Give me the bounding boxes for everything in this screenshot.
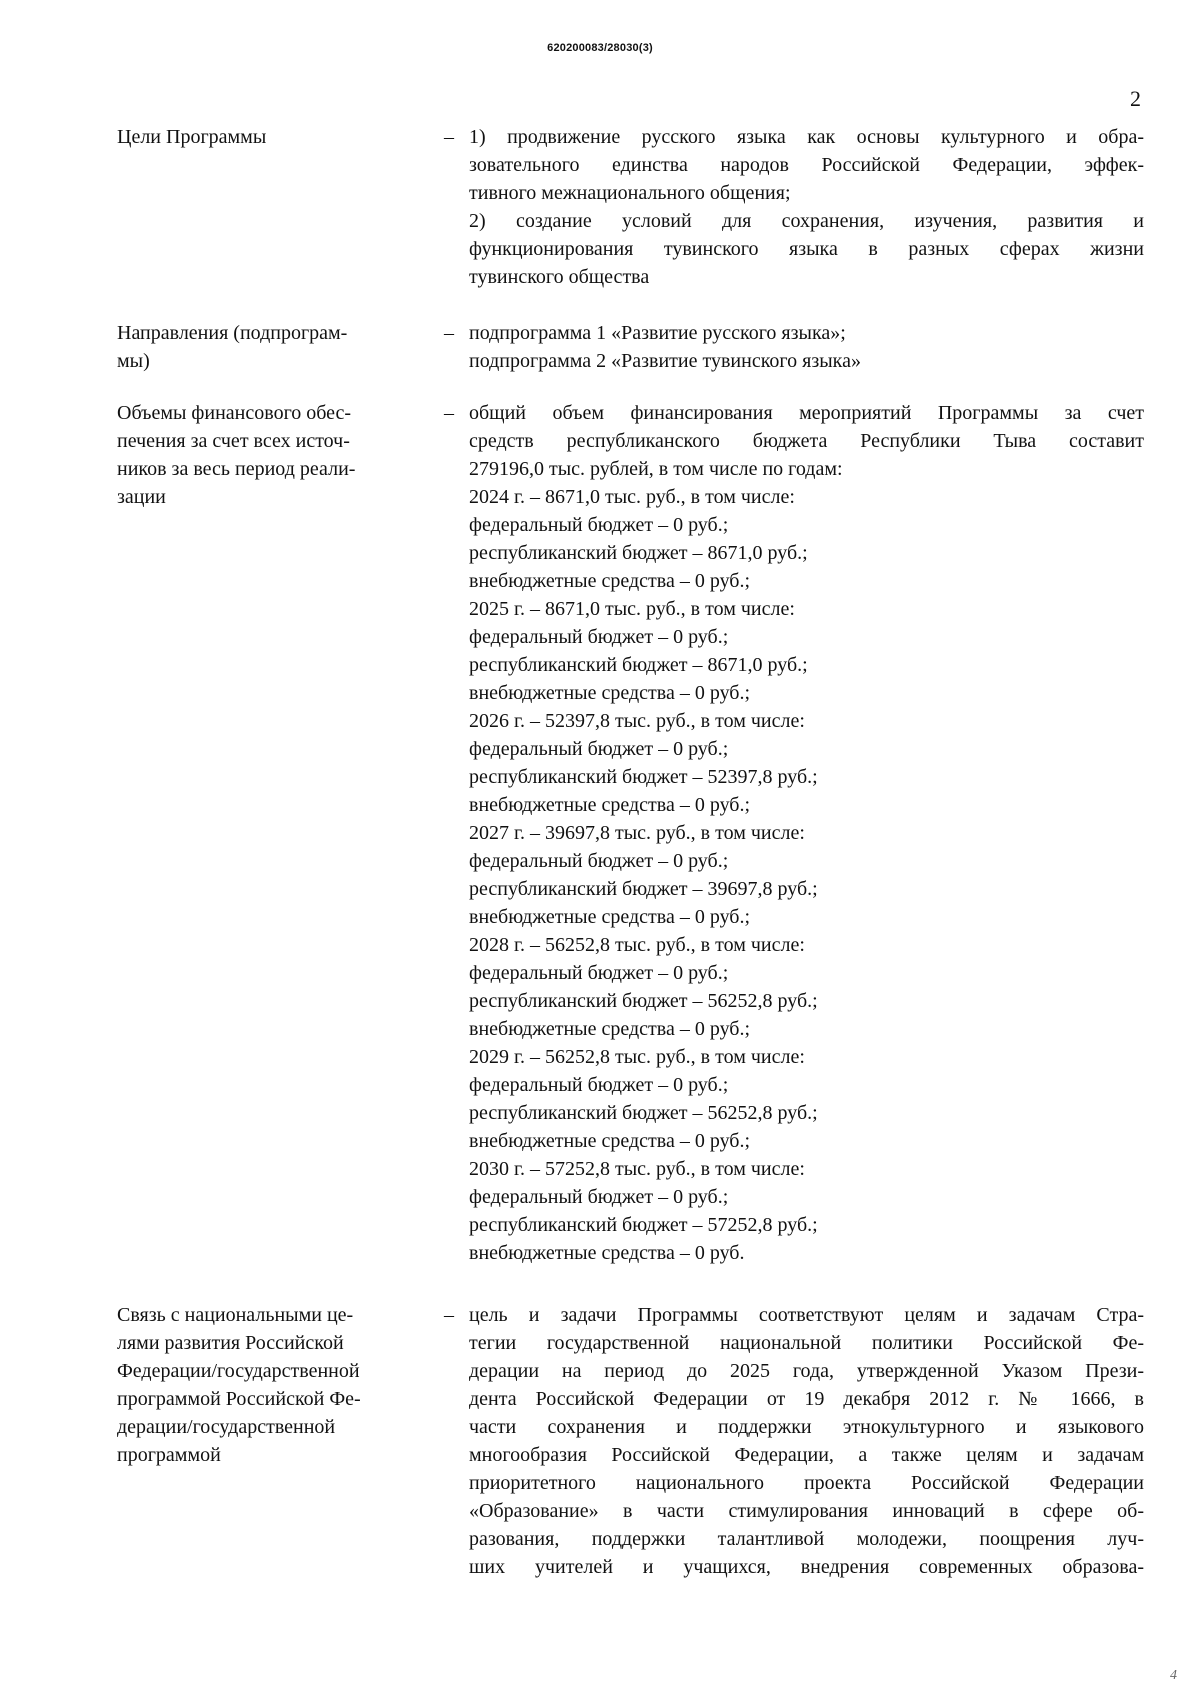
- row-content: [469, 399, 1144, 1267]
- content-line: внебюджетные средства – 0 руб.;: [469, 906, 751, 928]
- content-line: подпрограмма 2 «Развитие тувинского языка»: [469, 350, 861, 372]
- row-directions: [0, 319, 1200, 375]
- label-line: печения за счет всех источ-: [117, 430, 350, 452]
- row-dash: –: [444, 1304, 454, 1326]
- label-line: лями развития Российской: [117, 1332, 344, 1354]
- label-line: Направления (подпрограм-: [117, 322, 348, 344]
- row-label: [117, 399, 407, 511]
- content-line: 1) продвижение русского языка как основы культурного и обра-: [469, 126, 1144, 148]
- passport-table: [0, 123, 1200, 1581]
- label-line: Федерации/государственной: [117, 1360, 360, 1382]
- row-content: [469, 123, 1144, 291]
- content-line: 2028 г. – 56252,8 тыс. руб., в том числе:: [469, 934, 805, 956]
- content-line: республиканский бюджет – 8671,0 руб.;: [469, 654, 808, 676]
- content-line: тегии государственной национальной политики Российской Фе-: [469, 1332, 1144, 1354]
- content-line: республиканский бюджет – 52397,8 руб.;: [469, 766, 818, 788]
- content-line: 2025 г. – 8671,0 тыс. руб., в том числе:: [469, 598, 795, 620]
- row-dash: –: [444, 126, 454, 148]
- content-line: внебюджетные средства – 0 руб.;: [469, 682, 751, 704]
- content-line: тивного межнационального общения;: [469, 182, 791, 204]
- content-line: ших учителей и учащихся, внедрения современных образова-: [469, 1556, 1144, 1578]
- label-line: Цели Программы: [117, 126, 267, 148]
- content-line: федеральный бюджет – 0 руб.;: [469, 1186, 729, 1208]
- content-line: «Образование» в части стимулирования инноваций в сфере об-: [469, 1500, 1144, 1522]
- content-line: федеральный бюджет – 0 руб.;: [469, 514, 729, 536]
- content-line: республиканский бюджет – 56252,8 руб.;: [469, 1102, 818, 1124]
- content-line: тувинского общества: [469, 266, 650, 288]
- content-line: федеральный бюджет – 0 руб.;: [469, 1074, 729, 1096]
- row-label: [117, 1301, 407, 1469]
- row-financing: [0, 399, 1200, 1267]
- label-line: зации: [117, 486, 166, 508]
- row-content: [469, 319, 1144, 375]
- row-label: [117, 319, 407, 375]
- content-line: федеральный бюджет – 0 руб.;: [469, 962, 729, 984]
- content-line: республиканский бюджет – 8671,0 руб.;: [469, 542, 808, 564]
- label-line: дерации/государственной: [117, 1416, 336, 1438]
- document-id: 620200083/28030(3): [547, 42, 653, 54]
- row-dash: –: [444, 322, 454, 344]
- content-line: федеральный бюджет – 0 руб.;: [469, 850, 729, 872]
- content-line: 2026 г. – 52397,8 тыс. руб., в том числе:: [469, 710, 805, 732]
- content-line: функционирования тувинского языка в разных сферах жизни: [469, 238, 1144, 260]
- label-line: программой Российской Фе-: [117, 1388, 361, 1410]
- content-line: внебюджетные средства – 0 руб.;: [469, 794, 751, 816]
- content-line: цель и задачи Программы соответствуют целям и задачам Стра-: [469, 1304, 1144, 1326]
- content-line: республиканский бюджет – 57252,8 руб.;: [469, 1214, 818, 1236]
- content-line: многообразия Российской Федерации, а также целям и задачам: [469, 1444, 1144, 1466]
- label-line: Объемы финансового обес-: [117, 402, 352, 424]
- content-line: зовательного единства народов Российской Федерации, эффек-: [469, 154, 1144, 176]
- content-line: внебюджетные средства – 0 руб.;: [469, 1130, 751, 1152]
- content-line: республиканский бюджет – 39697,8 руб.;: [469, 878, 818, 900]
- content-line: 2027 г. – 39697,8 тыс. руб., в том числе:: [469, 822, 805, 844]
- content-line: федеральный бюджет – 0 руб.;: [469, 626, 729, 648]
- row-national-goals: [0, 1301, 1200, 1581]
- content-line: федеральный бюджет – 0 руб.;: [469, 738, 729, 760]
- content-line: внебюджетные средства – 0 руб.: [469, 1242, 745, 1264]
- row-content: [469, 1301, 1144, 1581]
- corner-mark: 4: [1170, 1668, 1177, 1683]
- content-line: дента Российской Федерации от 19 декабря 2012 г. № 1666, в: [469, 1388, 1144, 1410]
- content-line: республиканский бюджет – 56252,8 руб.;: [469, 990, 818, 1012]
- label-line: Связь с национальными це-: [117, 1304, 354, 1326]
- content-line: разования, поддержки талантливой молодежи, поощрения луч-: [469, 1528, 1144, 1550]
- content-line: 279196,0 тыс. рублей, в том числе по годам:: [469, 458, 843, 480]
- content-line: 2024 г. – 8671,0 тыс. руб., в том числе:: [469, 486, 795, 508]
- content-line: средств республиканского бюджета Республики Тыва составит: [469, 430, 1144, 452]
- content-line: 2030 г. – 57252,8 тыс. руб., в том числе:: [469, 1158, 805, 1180]
- content-line: 2) создание условий для сохранения, изучения, развития и: [469, 210, 1144, 232]
- row-dash: –: [444, 402, 454, 424]
- content-line: приоритетного национального проекта Российской Федерации: [469, 1472, 1144, 1494]
- content-line: внебюджетные средства – 0 руб.;: [469, 570, 751, 592]
- content-line: внебюджетные средства – 0 руб.;: [469, 1018, 751, 1040]
- page-number: 2: [1130, 86, 1141, 111]
- content-line: общий объем финансирования мероприятий Программы за счет: [469, 402, 1144, 424]
- row-label: [117, 123, 407, 151]
- label-line: ников за весь период реали-: [117, 458, 356, 480]
- content-line: подпрограмма 1 «Развитие русского языка»;: [469, 322, 846, 344]
- label-line: программой: [117, 1444, 221, 1466]
- content-line: части сохранения и поддержки этнокультурного и языкового: [469, 1416, 1144, 1438]
- row-goals: [0, 123, 1200, 291]
- label-line: мы): [117, 350, 150, 372]
- content-line: 2029 г. – 56252,8 тыс. руб., в том числе:: [469, 1046, 805, 1068]
- content-line: дерации на период до 2025 года, утвержденной Указом Прези-: [469, 1360, 1144, 1382]
